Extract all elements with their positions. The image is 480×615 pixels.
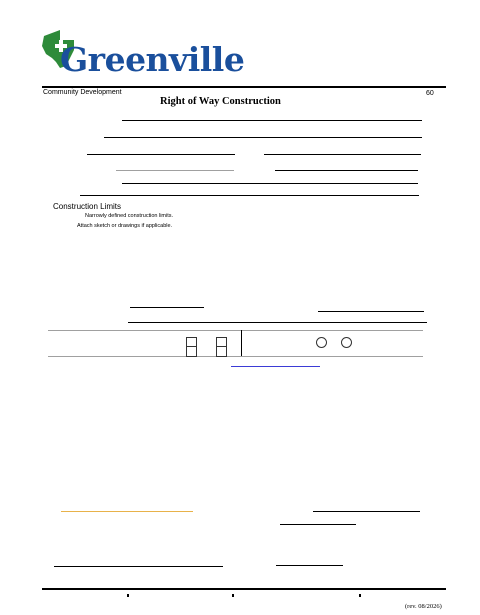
field-line-4b[interactable] xyxy=(275,170,418,171)
section-title: Construction Limits xyxy=(53,202,122,211)
field-line-7a[interactable] xyxy=(130,307,204,308)
footer-bullet-1 xyxy=(127,594,129,597)
logo-wordmark: Greenville xyxy=(60,40,245,79)
section-note-2: Attach sketch or drawings if applicable. xyxy=(77,223,173,229)
field-line-11b[interactable] xyxy=(276,565,343,566)
radio-2[interactable] xyxy=(341,337,352,348)
page-title: Right of Way Construction xyxy=(160,96,281,107)
revision-date: (rev. 08/2026) xyxy=(405,603,442,610)
footer-rule xyxy=(42,588,446,590)
checkbox-3[interactable] xyxy=(186,346,197,357)
field-line-11a[interactable] xyxy=(54,566,223,567)
field-line-3b[interactable] xyxy=(264,154,421,155)
field-line-3a[interactable] xyxy=(87,154,235,155)
radio-1[interactable] xyxy=(316,337,327,348)
field-line-7b[interactable] xyxy=(318,311,424,312)
field-line-6[interactable] xyxy=(80,195,419,196)
field-line-4a[interactable] xyxy=(116,170,234,171)
field-line-1[interactable] xyxy=(122,120,422,121)
footer-bullet-3 xyxy=(359,594,361,597)
field-line-9b[interactable] xyxy=(313,511,420,512)
field-line-8[interactable] xyxy=(128,322,427,323)
field-line-5[interactable] xyxy=(122,183,418,184)
field-line-2[interactable] xyxy=(104,137,422,138)
footer-bullet-2 xyxy=(232,594,234,597)
header-rule xyxy=(42,86,446,88)
section-note-1: Narrowly defined construction limits. xyxy=(85,213,174,219)
field-line-9a[interactable] xyxy=(61,511,193,512)
department-label: Community Development xyxy=(43,89,122,96)
field-line-10[interactable] xyxy=(280,524,356,525)
form-number: 60 xyxy=(426,90,434,97)
link-underline[interactable] xyxy=(231,366,320,367)
options-bottom-rule xyxy=(48,356,423,357)
options-divider xyxy=(241,330,242,356)
checkbox-4[interactable] xyxy=(216,346,227,357)
options-top-rule xyxy=(48,330,423,331)
